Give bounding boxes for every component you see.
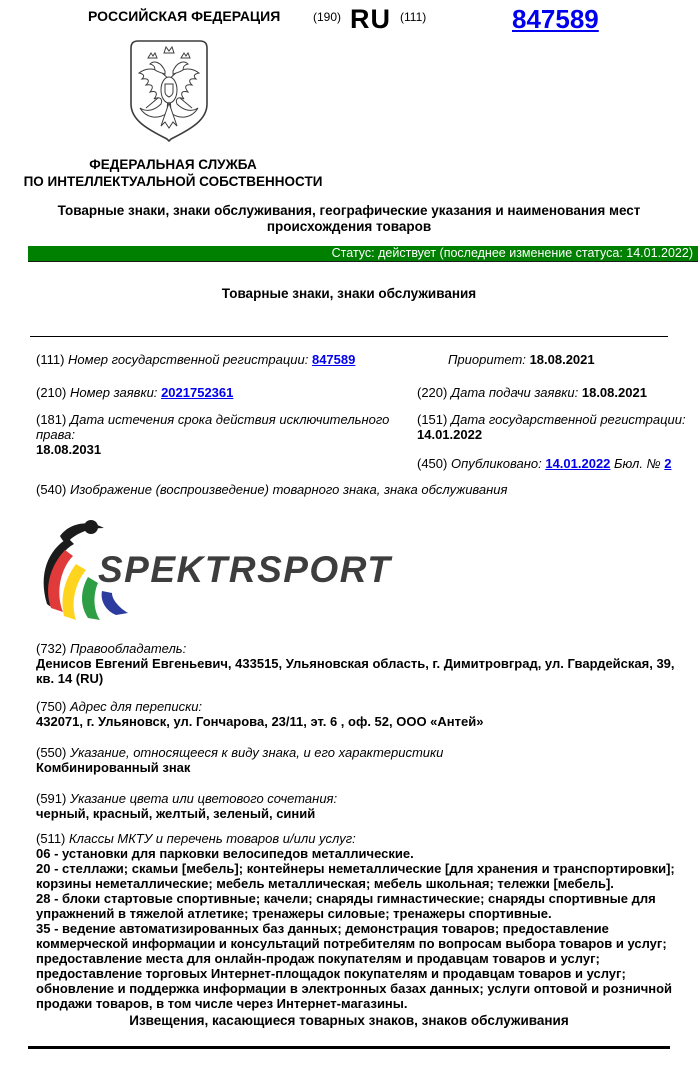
field-151-registration-date: [417, 412, 692, 442]
coat-of-arms-emblem: [124, 38, 214, 144]
field-111-label: Номер государственной регистрации:: [68, 352, 309, 367]
field-210-application-number: [36, 385, 436, 400]
agency-line2: ПО ИНТЕЛЛЕКТУАЛЬНОЙ СОБСТВЕННОСТИ: [23, 174, 323, 189]
class-item-35: 35 - ведение автоматизированных баз данных; демонстрация товаров; предоставление коммерческой информации и консультаций потребителям по вопросам выбора товаров и услуг; предоставление места для онлайн-продаж покупателям и продавцам товаров и услуг; предоставление торговых Интернет-площадок покупателям и продавцам товаров и услуг; обновление и поддержка информации в электронных базах данных; услуги оптовой и розничной продажи товаров, в том числе через Интернет-магазины.: [36, 921, 673, 1011]
field-111-code: (111): [36, 352, 65, 367]
priority-label: Приоритет:: [448, 352, 526, 367]
status-text: Статус: действует (последнее изменение статуса: 14.01.2022): [331, 246, 693, 260]
field-210-label: Номер заявки:: [69, 385, 158, 400]
field-511-label: Классы МКТУ и перечень товаров и/или услуг:: [69, 831, 356, 846]
correspondence-address-value: 432071, г. Ульяновск, ул. Гончарова, 23/11, эт. 6 , оф. 52, ООО «Антей»: [36, 714, 484, 729]
bulletin-label: Бюл. №: [614, 456, 661, 471]
status-bar: [28, 246, 698, 262]
class-item-20: 20 - стеллажи; скамьи [мебель]; контейнеры неметаллические [для хранения и транспортировки]; корзины неметаллические; мебель металлическая; мебель школьная; тележки [мебель].: [36, 861, 675, 891]
field-540-image-caption: [36, 482, 686, 497]
publication-date-link[interactable]: 14.01.2022: [545, 456, 611, 471]
registration-number-header-link[interactable]: 847589: [512, 4, 599, 34]
application-number-link[interactable]: 2021752361: [161, 385, 234, 400]
field-750-label: Адрес для переписки:: [69, 699, 203, 714]
field-550-label: Указание, относящееся к виду знака, и его характеристики: [69, 745, 444, 760]
field-450-code: (450): [417, 456, 448, 471]
field-550-mark-kind: [36, 745, 688, 775]
class-item-06: 06 - установки для парковки велосипедов металлические.: [36, 846, 414, 861]
mark-kind-value: Комбинированный знак: [36, 760, 191, 775]
field-732-rightholder: [36, 641, 688, 686]
class-item-28: 28 - блоки стартовые спортивные; качели; снаряды гимнастические; снаряды спортивные для упражнений в тяжелой атлетике; тренажеры силовые; тренажеры спортивные.: [36, 891, 656, 921]
field-111-registration-number: [36, 352, 436, 367]
section-title: Товарные знаки, знаки обслуживания: [221, 286, 477, 301]
notices-section-title: Извещения, касающиеся товарных знаков, знаков обслуживания: [129, 1013, 569, 1028]
field-750-correspondence-address: [36, 699, 688, 729]
country-title: РОССИЙСКАЯ ФЕДЕРАЦИЯ: [88, 8, 281, 24]
field-220-label: Дата подачи заявки:: [450, 385, 579, 400]
logo-arc-blue: [102, 591, 128, 615]
field-540-code: (540): [36, 482, 67, 497]
expiry-date-value: 18.08.2031: [36, 442, 102, 457]
field-550-code: (550): [36, 745, 67, 760]
field-750-code: (750): [36, 699, 67, 714]
colors-value: черный, красный, желтый, зеленый, синий: [36, 806, 316, 821]
field-181-code: (181): [36, 412, 67, 427]
field-732-label: Правообладатель:: [69, 641, 187, 656]
field-591-code: (591): [36, 791, 67, 806]
field-511-classes: [36, 831, 688, 1011]
priority-value: 18.08.2021: [529, 352, 595, 367]
field-450-label: Опубликовано:: [450, 456, 542, 471]
logo-arc-yellow: [63, 564, 87, 620]
field-591-colors: [36, 791, 688, 821]
country-code: RU: [350, 4, 391, 34]
filing-date-value: 18.08.2021: [581, 385, 647, 400]
field-220-code: (220): [417, 385, 448, 400]
registration-date-value: 14.01.2022: [417, 427, 483, 442]
agency-line1: ФЕДЕРАЛЬНАЯ СЛУЖБА: [89, 157, 257, 172]
field-181-label: Дата истечения срока действия исключительного права:: [36, 412, 390, 442]
trademark-image: [34, 514, 414, 632]
field-540-label: Изображение (воспроизведение) товарного знака, знака обслуживания: [69, 482, 508, 497]
inid-code-111: (111): [400, 10, 427, 24]
logo-wordmark: SPEKTRSPORT: [98, 549, 392, 590]
agency-name: [8, 156, 338, 190]
rightholder-value: Денисов Евгений Евгеньевич, 433515, Ульяновская область, г. Димитровград, ул. Гвардейская, 39, кв. 14 (RU): [36, 656, 675, 686]
field-priority: [448, 352, 688, 367]
eagle-breast-shield: [165, 84, 173, 97]
field-450-published: [417, 456, 697, 471]
document-category-title: Товарные знаки, знаки обслуживания, географические указания и наименования мест происхождения товаров: [57, 203, 641, 234]
inid-code-190: (190): [313, 10, 342, 24]
field-151-code: (151): [417, 412, 448, 427]
field-511-code: (511): [36, 831, 66, 846]
field-591-label: Указание цвета или цветового сочетания:: [69, 791, 338, 806]
bottom-rule: [28, 1046, 670, 1049]
separator-line: [30, 336, 668, 337]
field-210-code: (210): [36, 385, 67, 400]
field-220-filing-date: [417, 385, 692, 400]
bulletin-number-link[interactable]: 2: [664, 456, 672, 471]
field-732-code: (732): [36, 641, 67, 656]
registration-number-link[interactable]: 847589: [311, 352, 356, 367]
field-181-expiry-date: [36, 412, 431, 457]
field-151-label: Дата государственной регистрации:: [450, 412, 686, 427]
